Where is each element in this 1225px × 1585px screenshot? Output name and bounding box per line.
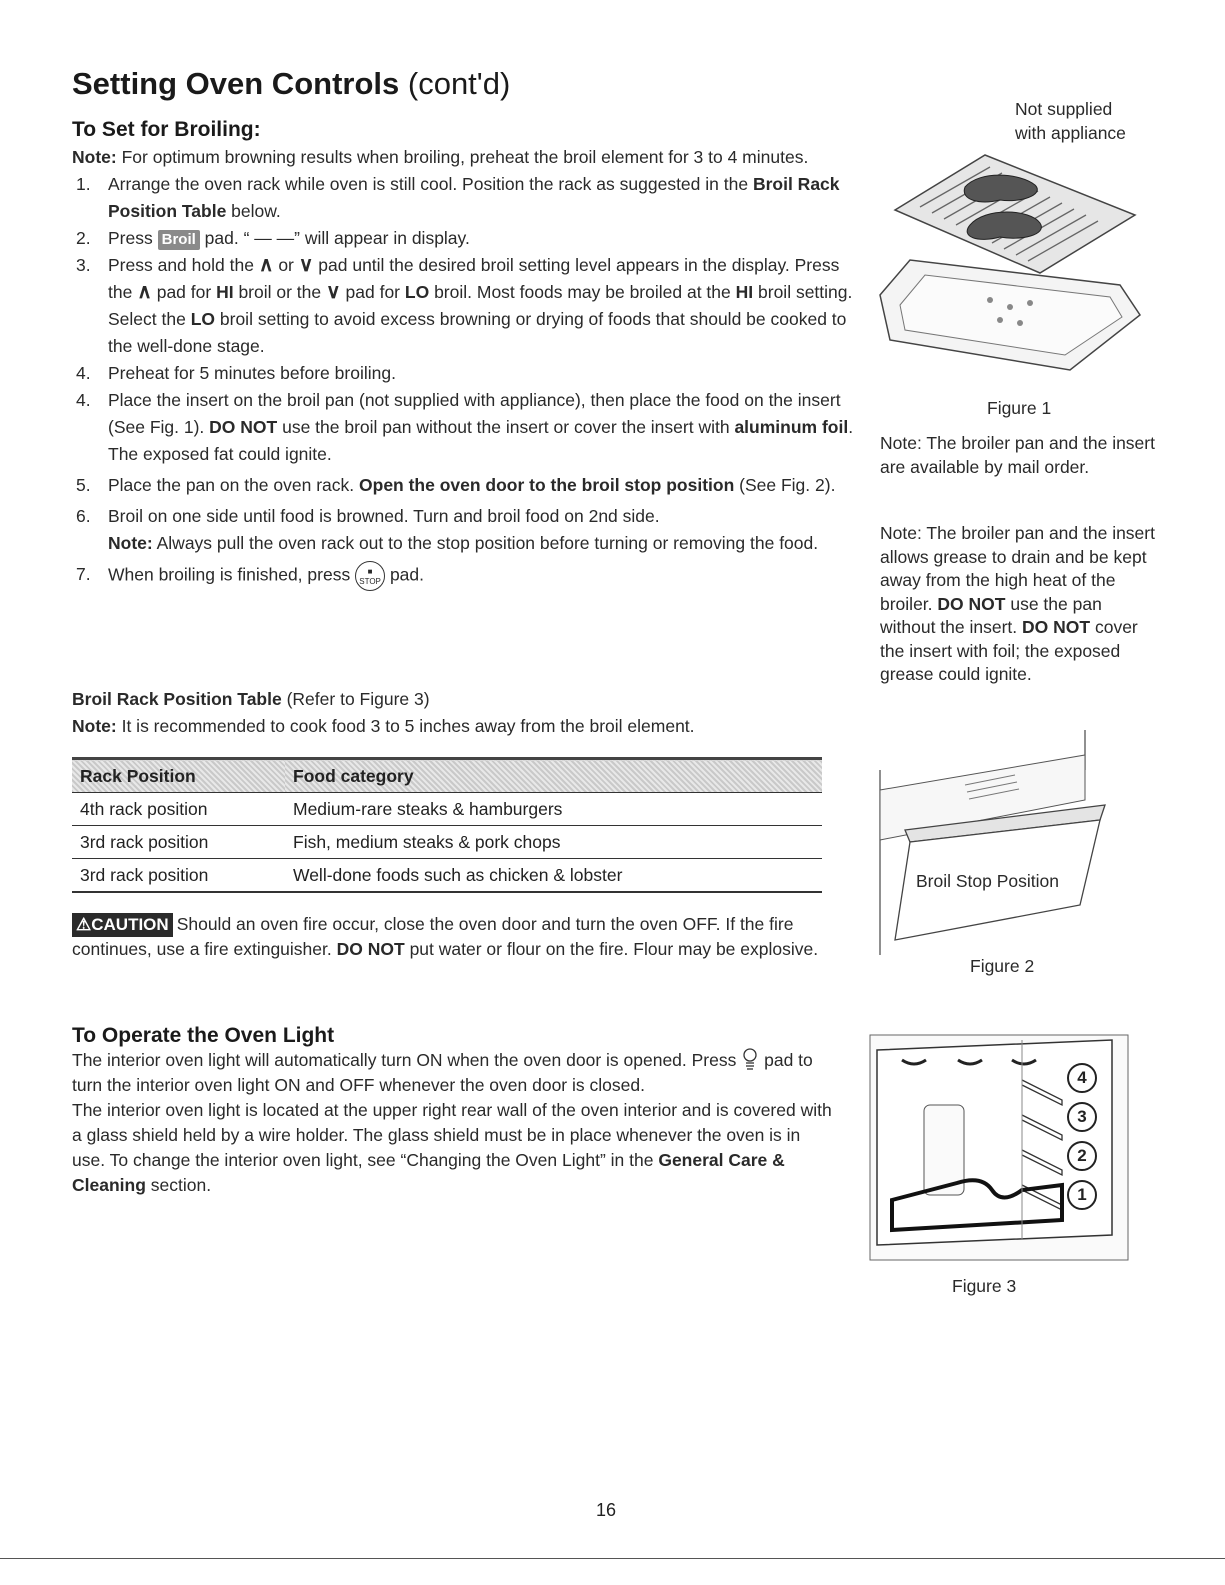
step-text: Preheat for 5 minutes before broiling. — [108, 363, 396, 383]
broil-stop-label: Broil Stop Position — [916, 871, 1059, 891]
note-text: use the pan without the insert. — [880, 593, 1102, 637]
not-supplied-line: Not supplied — [1015, 99, 1113, 119]
note-text: Note: The broiler pan and the insert are available by mail order. — [880, 433, 1155, 477]
broil-stop-illustration — [875, 730, 1115, 955]
step-number: 6. — [76, 506, 91, 526]
step-number: 5. — [76, 475, 91, 495]
step-text: pad until the desired broil setting level appears in the display. Press the — [108, 255, 840, 302]
table-row — [72, 793, 822, 826]
section-reference: General Care & Cleaning — [72, 1150, 785, 1195]
stop-label: STOP — [359, 577, 381, 586]
broil-pad-icon: Broil — [158, 230, 200, 250]
paragraph-text: The interior oven light will automatically turn ON when the oven door is opened. Press — [72, 1050, 737, 1070]
table-reference: Broil Rack Position Table — [108, 174, 840, 221]
step-5 — [72, 472, 862, 499]
step-number: 7. — [76, 564, 91, 584]
step-text: . The exposed fat could ignite. — [108, 417, 854, 464]
step-text: pad. — [389, 564, 425, 585]
oven-light-heading: To Operate the Oven Light — [72, 1024, 335, 1047]
page-number: 16 — [596, 1500, 617, 1520]
note-label: Note: — [72, 716, 117, 736]
step-text: pad for — [156, 282, 212, 302]
rack-number-list — [1067, 1063, 1101, 1210]
step-number: 2. — [76, 228, 91, 248]
light-bulb-icon — [741, 1048, 759, 1070]
broiling-steps — [72, 171, 862, 591]
rack-number-badge: 2 — [1067, 1141, 1097, 1171]
table-cell: 4th rack position — [72, 793, 285, 826]
up-arrow-icon: ∧ — [137, 281, 152, 303]
up-arrow-icon: ∧ — [258, 254, 274, 276]
note-text: It is recommended to cook food 3 to 5 inches away from the broil element. — [121, 716, 695, 736]
note-text: For optimum browning results when broiling, preheat the broil element for 3 to 4 minutes. — [121, 147, 809, 167]
step-text: Place the pan on the oven rack. — [108, 475, 355, 495]
table-cell: Medium-rare steaks & hamburgers — [285, 793, 822, 826]
warning-text: DO NOT — [1022, 617, 1091, 637]
page-bottom-rule — [0, 1558, 1225, 1559]
step-number: 4. — [76, 390, 91, 410]
table-title-ref: (Refer to Figure 3) — [286, 689, 430, 709]
caution-badge: ⚠CAUTION — [72, 913, 173, 937]
broiling-note — [72, 144, 862, 171]
sidebar-note-1 — [880, 432, 1155, 479]
page-title — [72, 66, 510, 102]
rack-position-table — [72, 757, 822, 893]
step-text: broil. Most foods may be broiled at the — [434, 282, 731, 302]
caution-text: Should an oven fire occur, close the oven door and turn the oven OFF. If the fire continues, use a fire extinguisher. — [72, 914, 794, 959]
step-text: (See Fig. 2). — [739, 475, 836, 495]
sidebar-note-2 — [880, 522, 1155, 687]
figure-1-caption: Figure 1 — [987, 398, 1052, 418]
step-text: When broiling is finished, press — [108, 564, 351, 585]
paragraph-text: section. — [150, 1175, 212, 1195]
warning-text: Open the oven door to the broil stop position — [359, 475, 735, 495]
rack-number-badge: 3 — [1067, 1102, 1097, 1132]
step-text: Place the insert on the broil pan (not supplied with appliance), then place the food on the insert (See Fig. 1). — [108, 390, 841, 437]
step-6 — [72, 503, 862, 557]
step-text: below. — [231, 201, 281, 221]
caution-text: put water or flour on the fire. Flour may be explosive. — [409, 939, 819, 959]
stop-pad-icon: ■ STOP — [355, 561, 385, 591]
note-text: Note: The broiler pan and the insert allows grease to drain and be kept away from the high heat of the broiler. — [880, 523, 1155, 614]
rack-table-note — [72, 713, 852, 740]
rack-number-badge: 1 — [1067, 1180, 1097, 1210]
table-header-row — [72, 759, 822, 793]
step-text: Broil on one side until food is browned. Turn and broil food on 2nd side. — [108, 506, 660, 526]
rack-table-section — [72, 686, 852, 740]
step-number: 3. — [76, 255, 91, 275]
step-4 — [72, 360, 862, 387]
table-row — [72, 859, 822, 893]
not-supplied-label — [1015, 98, 1175, 145]
column-header: Rack Position — [72, 759, 285, 793]
table-title: Broil Rack Position Table — [72, 689, 282, 709]
down-arrow-icon: ∨ — [298, 254, 314, 276]
table-cell: Fish, medium steaks & pork chops — [285, 826, 822, 859]
oven-light-section — [72, 1024, 832, 1198]
step-note: Always pull the oven rack out to the stop position before turning or removing the food. — [156, 533, 819, 553]
broiling-section — [72, 118, 862, 591]
step-number: 1. — [76, 174, 91, 194]
lo-label: LO — [190, 309, 216, 329]
figure-3-caption: Figure 3 — [952, 1276, 1017, 1296]
step-text: Press and hold the — [108, 255, 254, 275]
broiling-heading: To Set for Broiling: — [72, 118, 261, 141]
step-4b — [72, 387, 862, 468]
hi-label: HI — [216, 282, 234, 302]
step-text: broil setting to avoid excess browning or drying of foods that should be cooked to the well-done stage. — [108, 309, 847, 356]
down-arrow-icon: ∨ — [326, 281, 341, 303]
oven-light-text — [72, 1048, 832, 1198]
hi-label: HI — [735, 282, 754, 302]
step-text: or — [278, 255, 294, 275]
step-7 — [72, 561, 862, 591]
table-cell: 3rd rack position — [72, 826, 285, 859]
note-text: cover the insert with foil; the exposed grease could ignite. — [880, 617, 1138, 684]
paragraph-text: pad to turn the interior oven light ON and OFF whenever the oven door is closed. — [72, 1050, 813, 1095]
step-text: use the broil pan without the insert or cover the insert with — [282, 417, 730, 437]
note-label: Note: — [108, 533, 153, 553]
table-cell: 3rd rack position — [72, 859, 285, 893]
step-text: pad. “ — —” will appear in display. — [204, 228, 470, 248]
step-1 — [72, 171, 862, 225]
page-title-suffix: (cont'd) — [407, 66, 511, 101]
table-cell: Well-done foods such as chicken & lobster — [285, 859, 822, 893]
figure-2-caption: Figure 2 — [970, 956, 1035, 976]
lo-label: LO — [404, 282, 430, 302]
rack-table-title — [72, 686, 852, 713]
step-text: Arrange the oven rack while oven is still cool. Position the rack as suggested in the — [108, 174, 749, 194]
step-text: broil or the — [238, 282, 322, 302]
table-row — [72, 826, 822, 859]
column-header: Food category — [285, 759, 822, 793]
step-2 — [72, 225, 862, 252]
note-label: Note: — [72, 147, 117, 167]
warning-text: aluminum foil — [734, 417, 849, 437]
caution-block — [72, 912, 842, 962]
not-supplied-line: with appliance — [1015, 122, 1126, 143]
paragraph-text: The interior oven light is located at the upper right rear wall of the oven interior and is covered with a glass shield held by a wire holder. The glass shield must be in place whenever the oven is in use. To change the interior oven light, see “Changing the Oven Light” in the — [72, 1100, 832, 1170]
page-title-text: Setting Oven Controls — [72, 66, 400, 101]
step-text: Press — [108, 228, 153, 248]
broiler-pan-illustration — [870, 145, 1150, 395]
warning-text: DO NOT — [209, 417, 278, 437]
rack-number-badge: 4 — [1067, 1063, 1097, 1093]
warning-text: DO NOT — [336, 939, 405, 959]
warning-text: DO NOT — [937, 593, 1006, 614]
step-text: pad for — [345, 282, 401, 302]
step-number: 4. — [76, 363, 91, 383]
step-text: broil setting. Select the — [108, 282, 853, 329]
step-3 — [72, 252, 862, 360]
